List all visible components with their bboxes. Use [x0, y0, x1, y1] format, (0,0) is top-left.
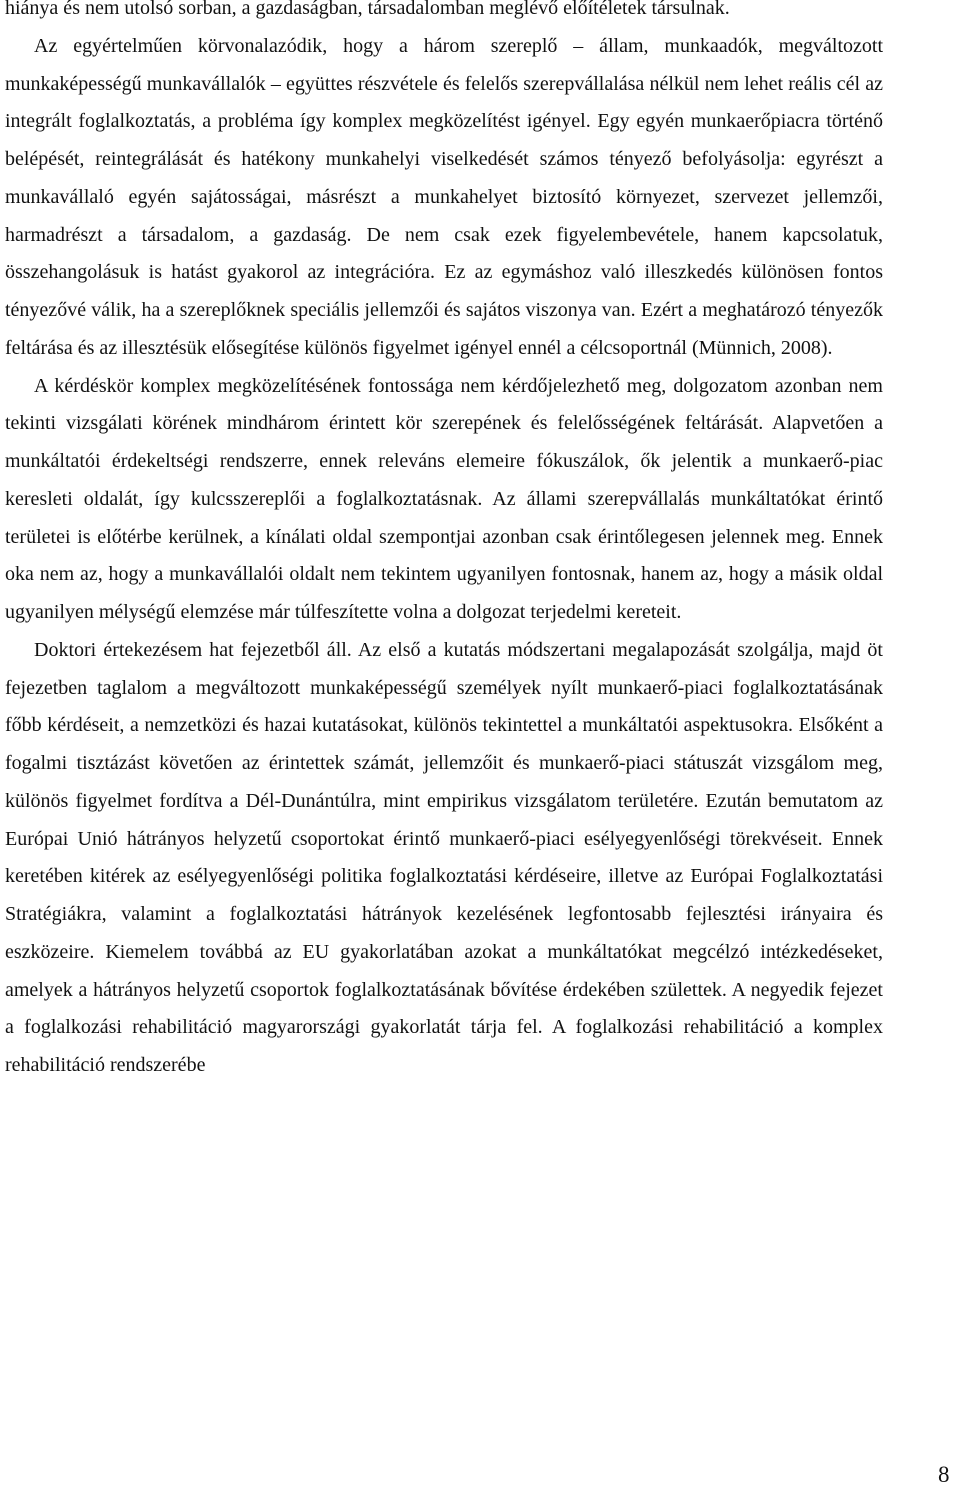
paragraph-scope: A kérdéskör komplex megközelítésének fontossága nem kérdőjelezhető meg, dolgozatom azonban nem tekinti vizsgálati körének mindhárom érintett kör szerepének és felelősségének feltárását. Alapvetően a munkáltatói érdekeltségi rendszerre, ennek releváns elemeire fókuszálok, ők jelentik a munkaerő-piac keresleti oldalát, így kulcsszereplői a foglalkoztatásnak. Az állami szerepvállalás munkáltatókat érintő területei is előtérbe kerülnek, a kínálati oldal szempontjai azonban csak érintőlegesen jelennek meg. Ennek oka nem az, hogy a munkavállalói oldalt nem tekintem ugyanilyen fontosnak, hanem az, hogy a másik oldal ugyanilyen mélységű elemzése már túlfeszítette volna a dolgozat terjedelmi kereteit.: [5, 374, 883, 623]
paragraph-continuation: hiánya és nem utolsó sorban, a gazdaságban, társadalomban meglévő előítéletek társulnak.: [5, 0, 730, 19]
page-number: 8: [938, 1462, 950, 1487]
paragraph-structure: Doktori értekezésem hat fejezetből áll. Az első a kutatás módszertani megalapozását szolgálja, majd öt fejezetben taglalom a megváltozott munkaképességű személyek nyílt munkaerő-piaci foglalkoztatásának főbb kérdéseit, a nemzetközi és hazai kutatásokat, különös tekintettel a munkáltatói aspektusokra. Elsőként a fogalmi tisztázást követően az érintettek számát, jellemzőit és munkaerő-piaci státuszát vizsgálom meg, különös figyelmet fordítva a Dél-Dunántúlra, mint empirikus vizsgálatom területére. Ezután bemutatom az Európai Unió hátrányos helyzetű csoportokat érintő munkaerő-piaci esélyegyenlőségi törekvéseit. Ennek keretében kitérek az esélyegyenlőségi politika foglalkoztatási kérdéseire, illetve az Európai Foglalkoztatási Stratégiákra, valamint a foglalkoztatási hátrányok kezelésének legfontosabb fejlesztési irányaira és eszközeire. Kiemelem továbbá az EU gyakorlatában azokat a munkáltatókat megcélzó intézkedéseket, amelyek a hátrányos helyzetű csoportok foglalkoztatásának bővítése érdekében születtek. A negyedik fejezet a foglalkozási rehabilitáció magyarországi gyakorlatát tárja fel. A foglalkozási rehabilitáció a komplex rehabilitáció rendszerébe: [5, 638, 883, 1076]
document-body: [5, 0, 883, 1085]
paragraph-stakeholders: Az egyértelműen körvonalazódik, hogy a három szereplő – állam, munkaadók, megváltozott munkaképességű munkavállalók – együttes részvétele és felelős szerepvállalása nélkül nem lehet reális cél az integrált foglalkoztatás, a probléma így komplex megközelítést igényel. Egy egyén munkaerőpiacra történő belépését, reintegrálását és hatékony munkahelyi viselkedését számos tényező befolyásolja: egyrészt a munkavállaló egyén sajátosságai, másrészt a munkahelyet biztosító környezet, szervezet jellemzői, harmadrészt a társadalom, a gazdaság. De nem csak ezek figyelembevétele, hanem kapcsolatuk, összehangolásuk is hatást gyakorol az integrációra. Ez az egymáshoz való illeszkedés különösen fontos tényezővé válik, ha a szereplőknek speciális jellemzői és sajátos viszonya van. Ezért a meghatározó tényezők feltárása és az illesztésük elősegítése különös figyelmet igényel ennél a célcsoportnál (Münnich, 2008).: [5, 34, 883, 359]
